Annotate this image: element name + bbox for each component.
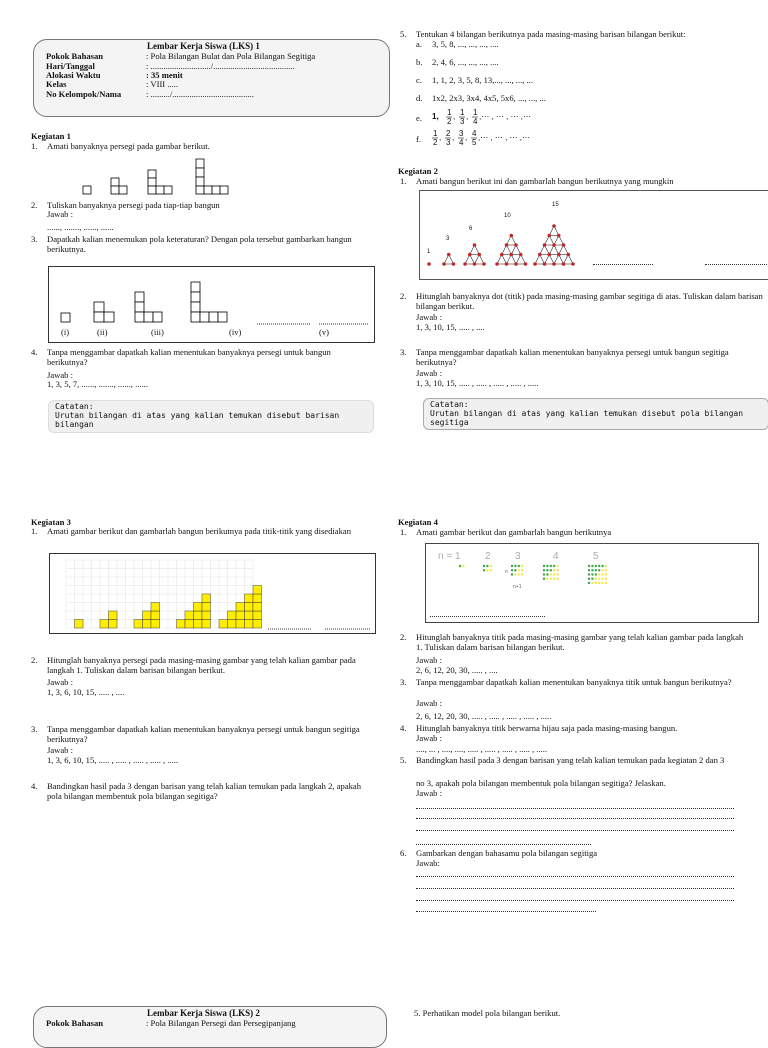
tri-dot <box>442 262 446 266</box>
svg-text:,⋯ , ⋯ , ⋯ ,⋯: ,⋯ , ⋯ , ⋯ ,⋯ <box>479 112 532 121</box>
k4-dot <box>601 569 603 571</box>
lks1-row <box>46 90 254 100</box>
n-side-label: n <box>505 569 508 575</box>
svg-text:4: 4 <box>472 129 477 138</box>
tri-dot <box>452 262 456 266</box>
answer-line <box>416 808 734 809</box>
k3-q4: Bandingkan hasil pada 3 dengan barisan yang telah kalian temukan pada langkah 2, apakah pola bilangan membentuk pola bilangan segitiga? <box>47 781 362 801</box>
k1-q4-num: 4. <box>31 347 38 357</box>
k4-dot <box>595 582 597 584</box>
svg-text:3: 3 <box>459 129 464 138</box>
k4-dot <box>550 565 552 567</box>
k3-q3-answer: 1, 3, 6, 10, 15, ..... , ..... , ..... , ..... , ..... <box>47 755 179 765</box>
k4-dot <box>490 565 492 567</box>
k1-q5: Tentukan 4 bilangan berikutnya pada masing-masing barisan bilangan berikut: <box>416 29 686 39</box>
row-value: : VIII ..... <box>146 79 179 89</box>
row-key: Pokok Bahasan <box>46 51 104 61</box>
tri-dot <box>571 262 575 266</box>
lks1-title: Lembar Kerja Siswa (LKS) 1 <box>147 41 260 51</box>
seq-f-fractions <box>430 128 550 148</box>
row-key: Kelas <box>46 79 67 89</box>
k4-dot <box>518 569 520 571</box>
k4-dot <box>598 569 600 571</box>
k4-dot <box>605 582 607 584</box>
tri-dot <box>533 262 537 266</box>
k3-q2: Hitunglah banyaknya persegi pada masing-masing gambar yang telah kalian gambar pada langkah 1. Tuliskan dalam barisan bilangan berikut. <box>47 655 356 675</box>
k3-q2-answer: 1, 3, 6, 10, 15, ..... , .... <box>47 687 125 697</box>
svg-text:3: 3 <box>446 138 451 147</box>
seq-d: 1x2, 2x3, 3x4, 4x5, 5x6, ..., ..., ... <box>432 93 546 103</box>
stair-square <box>134 620 143 629</box>
k4-dot <box>588 582 590 584</box>
tri-dot <box>557 253 561 257</box>
answer-blank <box>593 264 653 265</box>
stair-square <box>253 594 262 603</box>
k4-dot <box>521 565 523 567</box>
k1-note <box>48 400 374 433</box>
seq-d-label: d. <box>416 93 423 103</box>
row-value: : ............................/...................................... <box>146 61 295 71</box>
k4-q3-answer-label: Jawab : <box>416 698 443 708</box>
k1-q4-answer: 1, 3, 5, 7, ......, ......., ......, ...... <box>47 379 148 389</box>
svg-text:1: 1 <box>433 129 438 138</box>
stair-square <box>109 620 118 629</box>
k4-q6-answer-label: Jawab: <box>416 858 440 868</box>
k4-q6: Gambarkan dengan bahasamu pola bilangan segitiga <box>416 848 598 858</box>
answer-line <box>416 818 734 819</box>
tri-dot <box>447 253 451 257</box>
row-value: : Pola Bilangan Persegi dan Persegipanjang <box>146 1018 296 1028</box>
svg-text:,: , <box>466 112 469 121</box>
k4-dot <box>546 565 548 567</box>
k3-q4-num: 4. <box>31 781 38 791</box>
k2-q3-answer-label: Jawab : <box>416 368 443 378</box>
k4-dot <box>598 578 600 580</box>
k4-q5-cont: no 3, apakah pola bilangan membentuk pola bilangan segitiga? Jelaskan. <box>416 778 666 788</box>
tri-dot <box>505 262 509 266</box>
k2-q3: Tanpa menggambar dapatkah kalian menentukan banyaknya persegi untuk bangun segitiga berikutnya? <box>416 347 729 367</box>
stair-square <box>75 620 84 629</box>
svg-text:5: 5 <box>472 138 477 147</box>
k2-title: Kegiatan 2 <box>398 166 438 176</box>
row-key: No Kelompok/Nama <box>46 89 122 99</box>
k4-dot <box>483 565 485 567</box>
stair-square <box>143 620 152 629</box>
answer-line <box>416 911 596 912</box>
k3-q1-num: 1. <box>31 526 38 536</box>
answer-line <box>416 888 734 889</box>
tri-dot <box>552 243 556 247</box>
tri-dot <box>566 253 570 257</box>
k4-q3-num: 3. <box>400 677 407 687</box>
fig-label-ii: (ii) <box>97 327 108 337</box>
seq-f-label: f. <box>416 134 422 144</box>
tri-num-3: 3 <box>446 236 450 242</box>
stair-square <box>194 611 203 620</box>
k4-q5-num: 5. <box>400 755 407 765</box>
k4-dot <box>546 578 548 580</box>
k3-grid-box <box>49 553 376 634</box>
stair-square <box>202 594 211 603</box>
lks2-header-box <box>33 1006 387 1048</box>
svg-text:,: , <box>453 112 456 121</box>
k4-dot <box>591 569 593 571</box>
k4-dot <box>556 578 558 580</box>
k1-q3: Dapatkah kalian menemukan pola keteraturan? Dengan pola tersebut gambarkan bangun berikutnya. <box>47 234 352 254</box>
tri-dot <box>500 253 504 257</box>
k4-dots-box <box>425 543 759 623</box>
fig-label-iii: (iii) <box>151 327 164 337</box>
k4-dot <box>595 578 597 580</box>
note-title: Catatan: <box>430 400 469 409</box>
k4-dot <box>601 573 603 575</box>
k4-dot <box>518 565 520 567</box>
seq-a-label: a. <box>416 39 422 49</box>
k4-dot <box>486 565 488 567</box>
k4-dot <box>605 565 607 567</box>
tri-dot <box>463 262 467 266</box>
k3-q3: Tanpa menggambar dapatkah kalian menentukan banyaknya persegi untuk bangun segitiga berikutnya? <box>47 724 360 744</box>
tri-dot <box>473 243 477 247</box>
square-pattern-figure <box>80 156 240 196</box>
lks2-q5: 5. Perhatikan model pola bilangan berikut. <box>414 1008 561 1018</box>
stair-square <box>253 603 262 612</box>
n-label-4: 4 <box>553 551 559 562</box>
k4-dot <box>556 569 558 571</box>
k4-dot <box>543 565 545 567</box>
k4-dot <box>605 569 607 571</box>
k2-q2: Hitunglah banyaknya dot (titik) pada masing-masing gambar segitiga di atas. Tuliskan dalam barisan bilangan berikut. <box>416 291 763 311</box>
n-label-2: 2 <box>485 551 491 562</box>
stair-square <box>194 620 203 629</box>
tri-dot <box>509 234 513 238</box>
k4-q3: Tanpa menggambar dapatkah kalian menentukan banyaknya titik untuk bangun berikutnya? <box>416 677 732 687</box>
k4-q2-answer-label: Jawab : <box>416 655 443 665</box>
k4-dot <box>459 565 461 567</box>
k1-title: Kegiatan 1 <box>31 131 71 141</box>
row-value: : 35 menit <box>146 70 183 80</box>
stair-square <box>253 611 262 620</box>
k4-dot <box>490 569 492 571</box>
k4-dot <box>556 565 558 567</box>
k1-q4-answer-label: Jawab : <box>47 370 74 380</box>
k4-dot <box>591 565 593 567</box>
k4-dot <box>591 578 593 580</box>
lks1-header-box <box>33 39 390 117</box>
k4-dot <box>601 565 603 567</box>
stair-square <box>177 620 186 629</box>
k2-q1-num: 1. <box>400 176 407 186</box>
k4-dot <box>553 569 555 571</box>
k4-q5-answer-label: Jawab : <box>416 788 443 798</box>
tri-num-6: 6 <box>469 226 473 232</box>
k4-dot <box>462 565 464 567</box>
k4-dot <box>588 573 590 575</box>
k4-title: Kegiatan 4 <box>398 517 438 527</box>
tri-num-1: 1 <box>427 249 431 255</box>
seq-b-label: b. <box>416 57 423 67</box>
stair-square <box>245 594 254 603</box>
rect-dots-figure <box>426 544 758 622</box>
k4-dot <box>598 565 600 567</box>
k4-dot <box>595 573 597 575</box>
k4-dot <box>591 573 593 575</box>
k4-q2: Hitunglah banyaknya titik pada masing-masing gambar yang telah kalian gambar pada langkah 1. Tuliskan dalam barisan bilangan berikut. <box>416 632 744 652</box>
stair-square <box>236 611 245 620</box>
seq-e-fractions <box>430 107 550 127</box>
tri-dot <box>514 262 518 266</box>
tri-dot <box>477 253 481 257</box>
k1-q5-num: 5. <box>400 29 407 39</box>
stair-square <box>109 611 118 620</box>
svg-text:2: 2 <box>447 117 452 126</box>
n-label-3: 3 <box>515 551 521 562</box>
tri-dot <box>562 262 566 266</box>
k4-dot <box>553 573 555 575</box>
answer-line <box>416 844 591 845</box>
k4-dot <box>518 573 520 575</box>
tri-dot <box>562 243 566 247</box>
seq-b: 2, 4, 6, ..., ..., ..., .... <box>432 57 499 67</box>
svg-text:,⋯ , ⋯ , ⋯ ,⋯: ,⋯ , ⋯ , ⋯ ,⋯ <box>478 133 531 142</box>
svg-text:1,: 1, <box>432 112 439 121</box>
stair-square <box>202 611 211 620</box>
tri-dot <box>427 262 431 266</box>
stair-square <box>245 620 254 629</box>
k1-q1: Amati banyaknya persegi pada gambar berikut. <box>47 141 210 151</box>
k4-dot <box>553 565 555 567</box>
k4-dot <box>588 565 590 567</box>
svg-text:,: , <box>439 133 442 142</box>
seq-e-label: e. <box>416 113 422 123</box>
k2-note <box>423 398 768 430</box>
k4-q5: Bandingkan hasil pada 3 dengan barisan yang telah kalian temukan pada kegiatan 2 dan 3 <box>416 755 725 765</box>
triangle-dots-figure <box>420 191 768 279</box>
stair-square <box>236 620 245 629</box>
n-label-5: 5 <box>593 551 599 562</box>
tri-dot <box>519 253 523 257</box>
svg-text:,: , <box>452 133 455 142</box>
k4-dot <box>605 573 607 575</box>
k1-q4: Tanpa menggambar dapatkah kalian menentukan banyaknya persegi untuk bangun berikutnya? <box>47 347 331 367</box>
fig-label-iv: (iv) <box>229 327 242 337</box>
tri-dot <box>538 253 542 257</box>
k4-dot <box>511 565 513 567</box>
lks2-title: Lembar Kerja Siswa (LKS) 2 <box>147 1008 260 1018</box>
svg-text:1: 1 <box>473 108 478 117</box>
stair-square <box>100 620 109 629</box>
k4-dot <box>595 565 597 567</box>
tri-dot <box>509 253 513 257</box>
tri-dot <box>473 262 477 266</box>
answer-line <box>416 876 734 877</box>
k2-q1: Amati bangun berikut ini dan gambarlah bangun berikutnya yang mungkin <box>416 176 674 186</box>
k4-q2-answer: 2, 6, 12, 20, 30, ..... , .... <box>416 665 498 675</box>
k2-q2-answer: 1, 3, 10, 15, ..... , .... <box>416 322 485 332</box>
seq-c-label: c. <box>416 75 422 85</box>
k4-dot <box>521 573 523 575</box>
k4-q4-answer-label: Jawab : <box>416 733 443 743</box>
note-title: Catatan: <box>55 402 94 411</box>
tri-dot <box>543 262 547 266</box>
k4-q1: Amati gambar berikut dan gambarlah bangun berikutnya <box>416 527 612 537</box>
k4-dot <box>553 578 555 580</box>
stair-square <box>219 620 228 629</box>
k4-dot <box>483 569 485 571</box>
k2-q2-num: 2. <box>400 291 407 301</box>
tri-dot <box>524 262 528 266</box>
n-label-1: n = 1 <box>438 551 461 562</box>
tri-dot <box>505 243 509 247</box>
stair-square <box>185 611 194 620</box>
k1-q2-num: 2. <box>31 200 38 210</box>
k2-q2-answer-label: Jawab : <box>416 312 443 322</box>
answer-blank <box>705 264 768 265</box>
stair-square <box>185 620 194 629</box>
k1-q2-answer-label: Jawab : <box>47 209 74 219</box>
stair-square <box>228 620 237 629</box>
k4-dot <box>546 573 548 575</box>
svg-text:,: , <box>465 133 468 142</box>
stair-square <box>143 611 152 620</box>
stair-square <box>253 620 262 629</box>
seq-a: 3, 5, 8, ..., ..., ..., .... <box>432 39 499 49</box>
tri-dot <box>552 224 556 228</box>
note-text: Urutan bilangan di atas yang kalian temukan disebut barisan bilangan <box>55 410 340 429</box>
svg-text:4: 4 <box>473 117 478 126</box>
k4-dot <box>514 565 516 567</box>
stair-squares-figure <box>50 554 375 633</box>
n-plus-1-label: n+1 <box>513 584 522 590</box>
note-text: Urutan bilangan di atas yang kalian temukan disebut pola bilangan segitiga <box>430 408 744 427</box>
stair-square <box>236 603 245 612</box>
k4-dot <box>546 569 548 571</box>
row-key: Alokasi Waktu <box>46 70 101 80</box>
svg-text:2: 2 <box>446 129 451 138</box>
k4-q4-answer: ...., ... , ...., ...., ..... , ..... , ..... , ..... , ..... <box>416 744 548 754</box>
row-value: : ........./...................................... <box>146 89 254 99</box>
tri-dot <box>552 262 556 266</box>
k1-q2-answer: ......, ......., ......, ...... <box>47 222 114 232</box>
stair-square <box>202 620 211 629</box>
tri-num-10: 10 <box>504 213 511 219</box>
stair-square <box>245 611 254 620</box>
k4-dot <box>588 578 590 580</box>
k4-dot <box>543 569 545 571</box>
k4-dot <box>601 578 603 580</box>
k4-dot <box>550 578 552 580</box>
stair-square <box>253 586 262 595</box>
k4-dot <box>588 569 590 571</box>
k4-q2-num: 2. <box>400 632 407 642</box>
answer-line <box>416 900 734 901</box>
stair-square <box>202 603 211 612</box>
k4-dot <box>598 582 600 584</box>
stair-square <box>151 611 160 620</box>
answer-line <box>416 830 734 831</box>
tri-dot <box>495 262 499 266</box>
k4-dot <box>543 573 545 575</box>
k4-q6-num: 6. <box>400 848 407 858</box>
k4-dot <box>591 582 593 584</box>
tri-dot <box>514 243 518 247</box>
tri-dot <box>547 234 551 238</box>
k4-dot <box>550 569 552 571</box>
tri-dot <box>547 253 551 257</box>
k4-q4: Hitunglah banyaknya titik berwarna hijau saja pada masing-masing bangun. <box>416 723 678 733</box>
seq-c: 1, 1, 2, 3, 5, 8, 13,..., ..., ..., ... <box>432 75 533 85</box>
k1-pattern-box <box>48 266 375 343</box>
svg-text:1: 1 <box>447 108 452 117</box>
svg-text:1: 1 <box>460 108 465 117</box>
k1-q1-num: 1. <box>31 141 38 151</box>
k4-dot <box>514 569 516 571</box>
svg-text:2: 2 <box>433 138 438 147</box>
tri-num-15: 15 <box>552 202 559 208</box>
k4-dot <box>511 569 513 571</box>
tri-dot <box>557 234 561 238</box>
stair-square <box>194 603 203 612</box>
k4-dot <box>511 573 513 575</box>
tri-dot <box>468 253 472 257</box>
row-key: Hari/Tanggal <box>46 61 95 71</box>
k3-q2-num: 2. <box>31 655 38 665</box>
stair-square <box>245 603 254 612</box>
row-value: : Pola Bilangan Bulat dan Pola Bilangan Segitiga <box>146 51 316 61</box>
tri-dot <box>482 262 486 266</box>
k4-dot <box>605 578 607 580</box>
svg-text:4: 4 <box>459 138 464 147</box>
k4-dot <box>556 573 558 575</box>
k3-title: Kegiatan 3 <box>31 517 71 527</box>
k3-q1: Amati gambar berikut dan gambarlah bangun berikutnya pada titik-titik yang disediakan <box>47 526 352 536</box>
k4-q4-num: 4. <box>400 723 407 733</box>
k4-dot <box>601 582 603 584</box>
k4-dot <box>598 573 600 575</box>
k3-q3-answer-label: Jawab : <box>47 745 74 755</box>
row-key: Pokok Bahasan <box>46 1018 104 1028</box>
k4-q1-num: 1. <box>400 527 407 537</box>
tri-dot <box>543 243 547 247</box>
svg-text:3: 3 <box>460 117 465 126</box>
k3-q2-answer-label: Jawab : <box>47 677 74 687</box>
stair-square <box>151 620 160 629</box>
k3-q3-num: 3. <box>31 724 38 734</box>
answer-blank <box>430 616 545 617</box>
k4-dot <box>543 578 545 580</box>
stair-square <box>151 603 160 612</box>
triangle-dots-box <box>419 190 768 280</box>
k4-dot <box>521 569 523 571</box>
k4-q3-answer: 2, 6, 12, 20, 30, ..... , ..... , ..... , ..... , ..... <box>416 711 552 721</box>
k4-dot <box>486 569 488 571</box>
k1-q2: Tuliskan banyaknya persegi pada tiap-tiap bangun <box>47 200 220 210</box>
k2-q3-num: 3. <box>400 347 407 357</box>
k4-dot <box>595 569 597 571</box>
fig-label-v: (v) <box>319 327 330 337</box>
k4-dot <box>514 573 516 575</box>
k4-dot <box>550 573 552 575</box>
stair-square <box>228 611 237 620</box>
k2-q3-answer: 1, 3, 10, 15, ..... , ..... , ..... , ..... , ..... <box>416 378 539 388</box>
fig-label-i: (i) <box>61 327 70 337</box>
k1-q3-num: 3. <box>31 234 38 244</box>
